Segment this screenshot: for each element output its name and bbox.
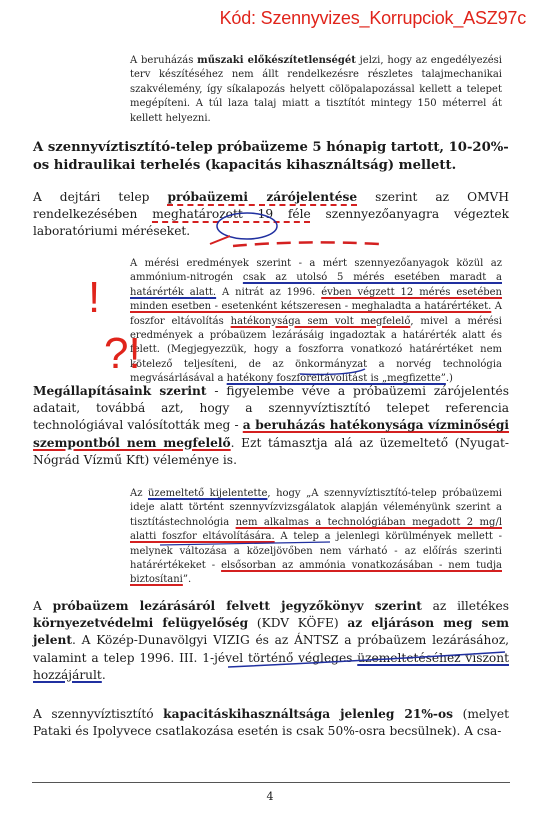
text: A nitrát az 1996. — [216, 286, 322, 298]
dashed-underline-mark — [233, 242, 380, 246]
text: , mivel a mérési eredmények a próbaüzem lezárásáig ingadoztak a határérték alatt és felett. (Megjegyezzük, hogy a foszforra vonatkozó határértéket nem kötelező teljesíteni, de az önkormányzat a norvég technológia megvásárlásával a — [130, 315, 502, 385]
paragraph-final-report — [33, 189, 509, 241]
text: A telep a jelenlegi körülmények mellett - melynek változása a közeljövőben nem várható - az előírás szerinti határértékeket - — [130, 531, 503, 572]
emphasis-ammonium: csak az utolsó 5 mérés esetében maradt a határérték alatt. — [130, 272, 502, 298]
text: A — [33, 599, 53, 613]
text: A szennyvíztisztító — [33, 707, 164, 721]
emphasis-capacity: kapacitáskihasználtsága jelenleg 21%-os — [163, 707, 453, 721]
emphasis-final-report: próbaüzemi zárójelentése — [167, 190, 358, 204]
emphasis-19-pollutants: meghatározott 19 féle — [152, 207, 311, 222]
emphasis-inspectorate: környezetvédelmi felügyelőség — [33, 616, 249, 631]
paragraph-measurement-results — [130, 257, 502, 387]
emphasis-not-efficient: a beruházás hatékonysága vízminőségi szempontból nem megfelelő — [33, 418, 509, 450]
page-number: 4 — [266, 790, 274, 803]
text: .) — [445, 373, 453, 385]
text: szerint az OMVH rendelkezésében — [33, 190, 509, 222]
text: - figyelembe véve a próbaüzemi zárójelentés adatait, továbbá azt, hogy a szennyvíztisztító telepet referencia technológiával valósították meg - — [33, 384, 510, 433]
text: A dejtári telep — [33, 190, 168, 204]
emphasis-protocol: próbaüzem lezárásáról felvett jegyzőkönyv szerint — [52, 599, 422, 613]
emphasis-nitrate: évben végzett 12 mérés esetében minden esetben - esetenként kétszeresen - meghaladta a határértéket. — [130, 286, 503, 313]
paragraph-site-preparation — [130, 54, 502, 126]
emphasis-absent: az eljáráson meg sem jelent — [33, 616, 510, 648]
text: jelzi, hogy az engedélyezési terv készítéséhez nem állt rendelkezésre részletes talajmechanikai szakvélemény, így síkalapozás helyett cölöpalapozással kellett a telepet megépíteni. A túl laza talaj miatt a tisztítót mintegy 150 méterrel át kellett helyezni. — [130, 55, 503, 124]
text: (KDV KÖFE) — [248, 616, 348, 631]
text: . — [101, 667, 106, 682]
text: . Ezt támasztja alá az üzemeltető (Nyugat-Nógrád Vízmű Kft) véleménye is. — [33, 435, 509, 467]
paragraph-operator-statement — [130, 487, 502, 588]
paragraph-findings — [33, 383, 509, 469]
document-code-label: Kód: Szennyvizes_Korrupciok_ASZ97c — [219, 8, 526, 28]
text: (melyet Pataki és Ipolyvece csatlakozása esetén is csak 50%-osra becsülnek). A csa- — [33, 707, 509, 739]
emphasis-paid-for: hatékony foszforeltávolítást is „megfizette” — [226, 373, 446, 385]
paragraph-capacity — [33, 706, 509, 740]
paragraph-protocol — [33, 598, 509, 684]
question-exclamation-mark: ?! — [104, 329, 141, 378]
exclamation-mark: ! — [88, 273, 101, 322]
emphasis-phosphorus: hatékonysága sem volt megfelelő — [230, 315, 411, 327]
text: A mérési eredmények szerint - a mért szennyezőanyagok közül az ammónium-nitrogén — [130, 258, 502, 284]
section-heading-trial-run: A szennyvíztisztító-telep próbaüzeme 5 hónapig tartott, 10-20%-os hidraulikai terhelés (kapacitás kihasználtság) mellett. — [33, 140, 509, 173]
emphasis-findings: Megállapításaink szerint — [33, 384, 207, 398]
text: Az — [130, 488, 148, 499]
emphasis-approved: üzemeltetéséhez viszont hozzájárult — [33, 650, 509, 682]
text: ”. — [182, 574, 192, 586]
text: , hogy „A szennyvíztisztító-telep próbaüzemi ideje alatt történt szennyvízvizsgálatok alapján véleményünk szerint a tisztítástechnológia — [130, 488, 502, 528]
emphasis-ammonia: elsősorban az ammónia vonatkozásában - nem tudja biztosítani — [130, 560, 502, 586]
text: szennyezőanyagra végeztek laboratóriumi méréseket. — [33, 207, 509, 239]
text: A beruházás — [130, 55, 198, 66]
text: A foszfor eltávolítás — [130, 301, 502, 327]
text: . A Közép-Dunavölgyi VIZIG és az ÁNTSZ a próbaüzem lezárásához, valamint a telep 1996. III. 1-jével történő végleges — [33, 633, 509, 665]
footer-rule — [32, 782, 510, 783]
text: az illetékes — [421, 599, 509, 613]
emphasis: műszaki előkészítetlenségét — [197, 55, 356, 66]
emphasis-not-suitable: nem alkalmas a technológiában megadott 2 mg/l alatti foszfor eltávolítására. — [130, 516, 503, 543]
emphasis-operator: üzemeltető kijelentette — [147, 488, 268, 499]
